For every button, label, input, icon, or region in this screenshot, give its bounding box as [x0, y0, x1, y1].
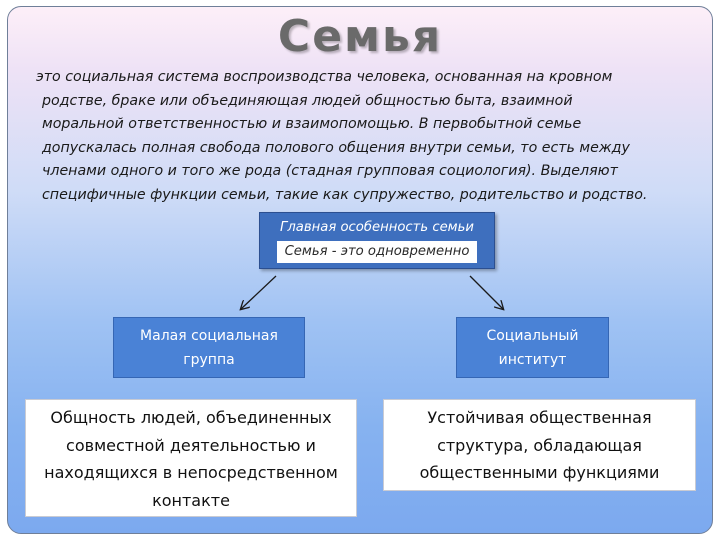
small-group-description — [25, 399, 357, 517]
description-line: Общность людей, объединенных — [50, 408, 332, 427]
arrow-left — [241, 276, 276, 309]
slide — [7, 6, 713, 534]
description-line: находящихся в непосредственном — [44, 463, 338, 482]
definition-line: допускалась полная свобода полового общения внутри семьи, то есть между — [42, 139, 630, 156]
description-line: контакте — [152, 490, 230, 510]
main-feature-sublabel: Семья - это одновременно — [277, 241, 478, 263]
small-social-group-box — [113, 317, 305, 378]
institution-description — [383, 399, 696, 491]
arrow-right — [470, 276, 503, 309]
definition-line: моральной ответственностью и взаимопомощью. В первобытной семье — [42, 116, 582, 133]
small-social-group-label: группа — [183, 352, 235, 368]
slide-title: Семья — [277, 11, 443, 62]
social-institution-label: Социальный — [486, 328, 579, 344]
description-line: совместной деятельностью и — [66, 435, 316, 455]
description-line: структура, обладающая — [437, 435, 642, 455]
definition-line: родстве, браке или объединяющая людей общностью быта, взаимной — [42, 92, 573, 109]
description-line: Устойчивая общественная — [427, 408, 652, 427]
main-feature-label: Главная особенность семьи — [280, 220, 474, 235]
definition-line: членами одного и того же рода (стадная групповая социология). Выделяют — [42, 163, 618, 180]
description-line: общественными функциями — [419, 463, 660, 482]
definition-line: это социальная система воспроизводства человека, основанная на кровном — [36, 69, 613, 85]
social-institution-box — [456, 317, 609, 378]
small-social-group-label: Малая социальная — [140, 328, 278, 344]
social-institution-label: институт — [498, 352, 567, 368]
definition-line: специфичные функции семьи, такие как супружество, родительство и родство. — [42, 186, 648, 203]
